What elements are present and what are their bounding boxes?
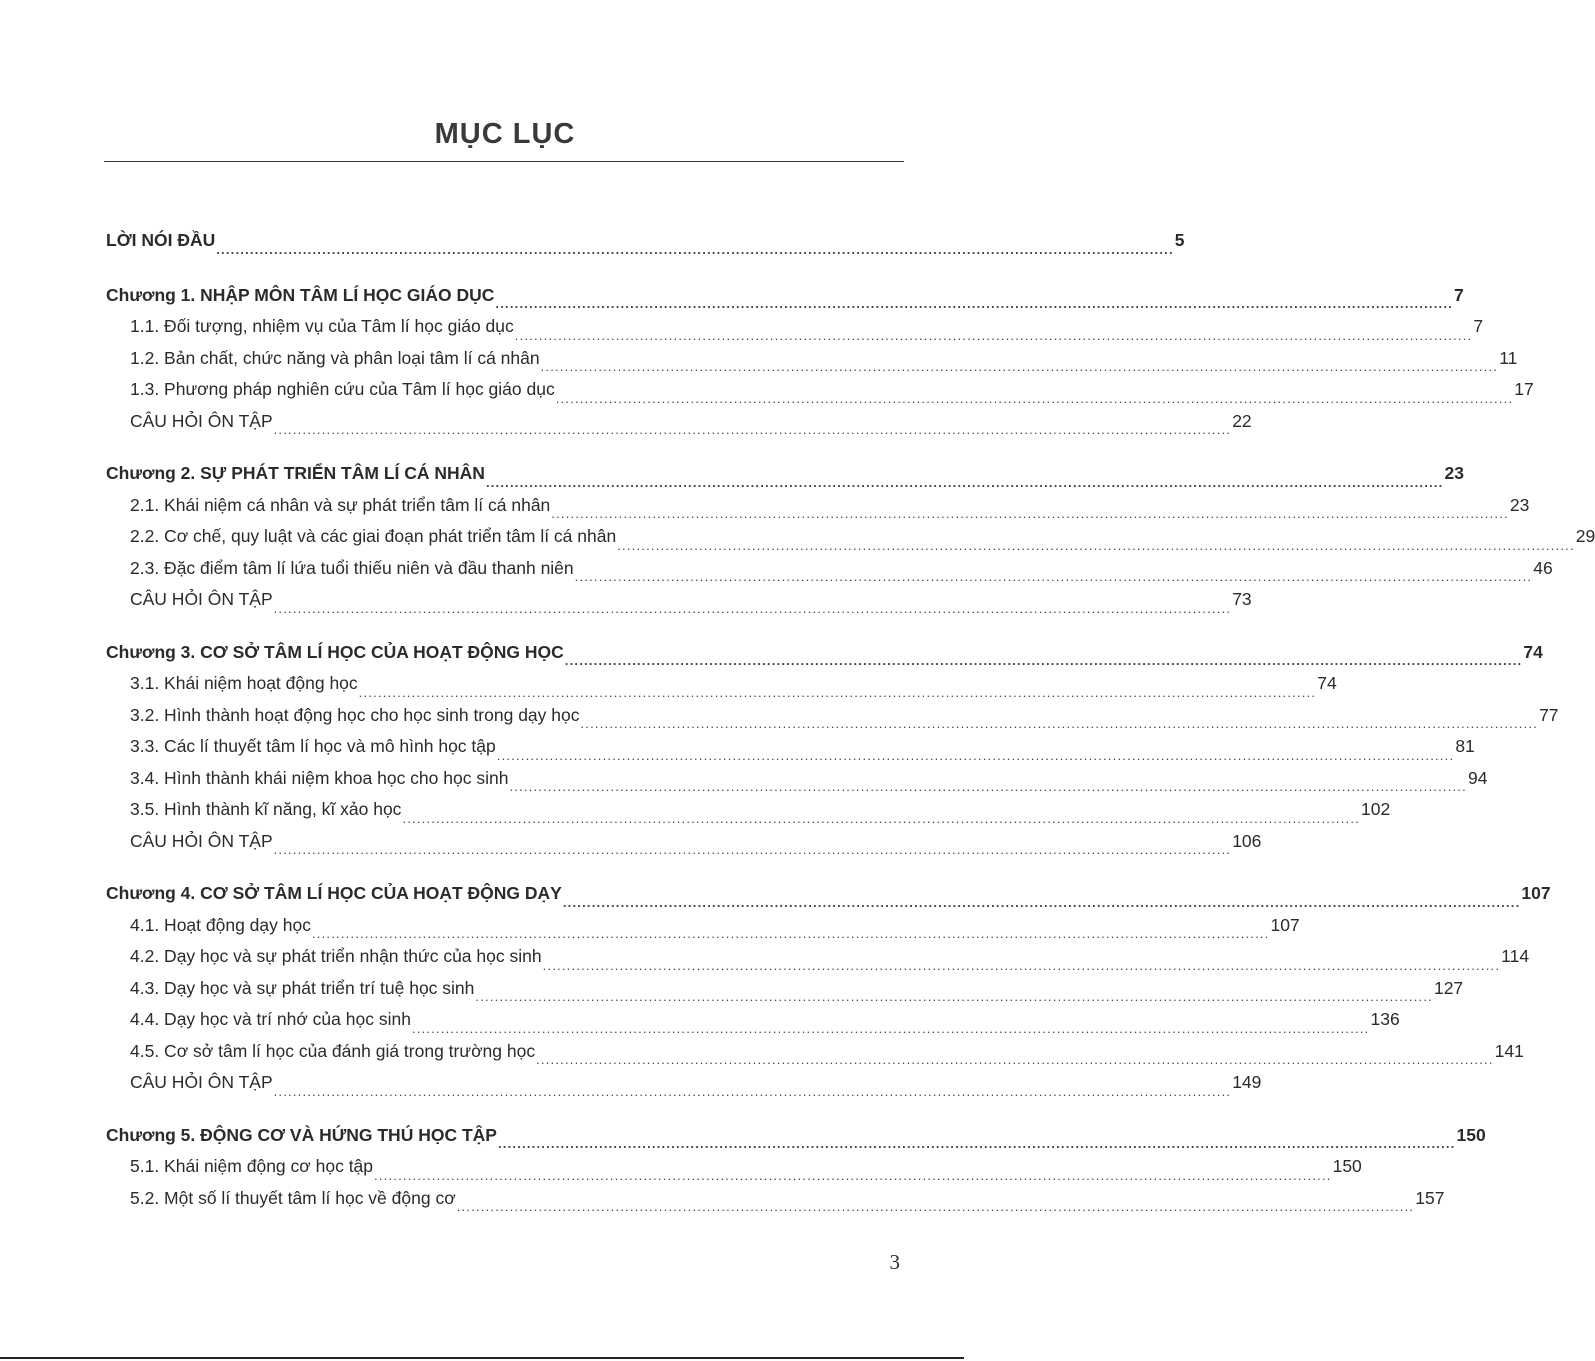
toc-section-item[interactable]	[106, 557, 1553, 590]
chapter-list	[106, 262, 1595, 1220]
toc-page-number: 7	[1453, 284, 1464, 305]
toc-entry-label: CÂU HỎI ÔN TẬP	[130, 410, 273, 431]
dot-leader: .......................................................................................................................................................................................................	[216, 241, 1174, 257]
toc-page-number: 150	[1456, 1124, 1486, 1145]
toc-chapter-5[interactable]	[106, 1124, 1486, 1157]
toc-section-item[interactable]	[106, 736, 1475, 768]
dot-leader: .......................................................................................................................................................................................................	[551, 506, 1509, 521]
toc-entry-preface[interactable]	[106, 230, 1185, 262]
dot-leader: .......................................................................................................................................................................................................	[509, 779, 1467, 794]
toc-section-item[interactable]	[106, 977, 1464, 1010]
toc-section-item[interactable]	[106, 1009, 1400, 1041]
toc-entry-label: 1.2. Bản chất, chức năng và phân loại tâm lí cá nhân	[130, 347, 540, 368]
toc-entry-label: 4.5. Cơ sở tâm lí học của đánh giá trong trường học	[130, 1040, 536, 1061]
toc-entry-label: Chương 1. NHẬP MÔN TÂM LÍ HỌC GIÁO DỤC	[106, 284, 495, 305]
dot-leader: .......................................................................................................................................................................................................	[273, 842, 1232, 857]
dot-leader: .......................................................................................................................................................................................................	[374, 1167, 1332, 1183]
toc-page-number: 81	[1455, 736, 1475, 756]
toc-page-number: 141	[1494, 1040, 1524, 1061]
toc-section-item[interactable]	[106, 379, 1534, 411]
toc-page-number: 23	[1509, 494, 1530, 515]
title-divider	[104, 161, 904, 162]
dot-leader: .......................................................................................................................................................................................................	[564, 653, 1523, 668]
toc-entry-label: 5.2. Một số lí thuyết tâm lí học về động cơ	[130, 1187, 456, 1208]
table-of-contents	[106, 230, 1595, 1219]
toc-entry-label: 5.1. Khái niệm động cơ học tập	[130, 1156, 374, 1176]
toc-page-number: 46	[1533, 557, 1553, 578]
toc-page-number: 107	[1521, 883, 1551, 903]
dot-leader: .......................................................................................................................................................................................................	[273, 600, 1232, 616]
toc-page-number: 22	[1232, 410, 1252, 431]
toc-section-item[interactable]	[106, 494, 1530, 527]
toc-section-item[interactable]	[106, 1040, 1524, 1073]
dot-leader: .......................................................................................................................................................................................................	[358, 684, 1317, 700]
section-spacer	[106, 621, 902, 642]
toc-page-number: 149	[1232, 1072, 1262, 1092]
toc-entry-label: 4.3. Dạy học và sự phát triển trí tuệ học sinh	[130, 977, 475, 998]
toc-section-item[interactable]	[106, 704, 1559, 737]
toc-page-number: 107	[1270, 914, 1300, 935]
toc-entry-label: 2.1. Khái niệm cá nhân và sự phát triển tâm lí cá nhân	[130, 494, 551, 515]
toc-page-number: 102	[1361, 799, 1391, 819]
toc-section-item[interactable]	[106, 1072, 1262, 1104]
page-number: 3	[889, 1250, 900, 1274]
dot-leader: .......................................................................................................................................................................................................	[536, 1052, 1494, 1067]
toc-entry-label: 4.2. Dạy học và sự phát triển nhận thức của học sinh	[130, 946, 542, 966]
toc-page-number: 106	[1232, 830, 1262, 851]
toc-section-item[interactable]	[106, 830, 1262, 863]
dot-leader: .......................................................................................................................................................................................................	[555, 390, 1514, 406]
toc-entry-label: Chương 2. SỰ PHÁT TRIỂN TÂM LÍ CÁ NHÂN	[106, 463, 485, 483]
toc-chapter-4[interactable]	[106, 883, 1551, 915]
toc-page-number: 5	[1174, 230, 1185, 250]
toc-page-number: 150	[1332, 1156, 1362, 1176]
toc-entry-label: Chương 5. ĐỘNG CƠ VÀ HỨNG THÚ HỌC TẬP	[106, 1124, 497, 1145]
toc-section-item[interactable]	[106, 673, 1337, 705]
section-spacer	[106, 262, 902, 285]
toc-entry-label: 4.4. Dạy học và trí nhớ của học sinh	[130, 1009, 411, 1029]
dot-leader: .......................................................................................................................................................................................................	[496, 747, 1455, 763]
toc-entry-label: CÂU HỎI ÔN TẬP	[130, 830, 273, 851]
section-spacer	[106, 1104, 902, 1125]
toc-page-number: 114	[1501, 946, 1530, 966]
dot-leader: .......................................................................................................................................................................................................	[540, 359, 1499, 374]
dot-leader: .......................................................................................................................................................................................................	[273, 422, 1232, 437]
toc-section-item[interactable]	[106, 1187, 1445, 1220]
toc-entry-label: 3.2. Hình thành hoạt động học cho học sinh trong dạy học	[130, 704, 580, 725]
toc-page-number: 29	[1575, 526, 1595, 546]
toc-entry-label: Chương 4. CƠ SỞ TÂM LÍ HỌC CỦA HOẠT ĐỘNG DẠY	[106, 883, 562, 903]
toc-entry-label: 3.5. Hình thành kĩ năng, kĩ xảo học	[130, 799, 402, 819]
toc-page-number: 136	[1370, 1009, 1400, 1029]
toc-section-item[interactable]	[106, 767, 1488, 800]
dot-leader: .......................................................................................................................................................................................................	[411, 1020, 1370, 1036]
toc-page-number: 7	[1473, 316, 1484, 336]
toc-page-number: 94	[1468, 767, 1488, 788]
toc-entry-label: LỜI NÓI ĐẦU	[106, 230, 216, 250]
dot-leader: .......................................................................................................................................................................................................	[402, 810, 1360, 826]
toc-page-number: 127	[1433, 977, 1464, 998]
dot-leader: .......................................................................................................................................................................................................	[273, 1083, 1232, 1099]
toc-page-number: 74	[1317, 673, 1337, 693]
toc-entry-label: Chương 3. CƠ SỞ TÂM LÍ HỌC CỦA HOẠT ĐỘNG HỌC	[106, 641, 564, 662]
toc-entry-label: 2.3. Đặc điểm tâm lí lứa tuổi thiếu niên và đầu thanh niên	[130, 557, 574, 578]
section-spacer	[106, 442, 902, 463]
dot-leader: .......................................................................................................................................................................................................	[475, 989, 1433, 1004]
toc-section-item[interactable]	[106, 946, 1530, 978]
toc-section-item[interactable]	[106, 526, 1595, 558]
toc-section-item[interactable]	[106, 799, 1391, 831]
toc-page-number: 73	[1232, 589, 1252, 609]
toc-entry-label: 1.1. Đối tượng, nhiệm vụ của Tâm lí học giáo dục	[130, 316, 514, 336]
dot-leader: .......................................................................................................................................................................................................	[580, 716, 1539, 731]
dot-leader: .......................................................................................................................................................................................................	[574, 569, 1533, 584]
dot-leader: .......................................................................................................................................................................................................	[311, 926, 1270, 941]
toc-entry-label: 3.4. Hình thành khái niệm khoa học cho học sinh	[130, 767, 509, 788]
toc-page-number: 11	[1499, 347, 1518, 368]
toc-page-number: 77	[1539, 704, 1559, 725]
toc-page-number: 74	[1523, 641, 1543, 662]
dot-leader: .......................................................................................................................................................................................................	[514, 327, 1473, 343]
dot-leader: .......................................................................................................................................................................................................	[495, 296, 1453, 311]
toc-entry-label: 3.3. Các lí thuyết tâm lí học và mô hình học tập	[130, 736, 496, 756]
dot-leader: .......................................................................................................................................................................................................	[542, 957, 1501, 973]
page-title: MỤC LỤC	[434, 118, 576, 150]
toc-section-item[interactable]	[106, 589, 1252, 621]
toc-entry-label: 4.1. Hoạt động dạy học	[130, 914, 311, 935]
toc-entry-label: 1.3. Phương pháp nghiên cứu của Tâm lí học giáo dục	[130, 379, 555, 399]
toc-section-item[interactable]	[106, 1156, 1362, 1188]
toc-entry-label: 3.1. Khái niệm hoạt động học	[130, 673, 358, 693]
toc-entry-label: 2.2. Cơ chế, quy luật và các giai đoạn phát triển tâm lí cá nhân	[130, 526, 617, 546]
toc-page-number: 157	[1415, 1187, 1445, 1208]
section-spacer	[106, 862, 902, 883]
toc-chapter-1[interactable]	[106, 284, 1464, 317]
toc-section-item[interactable]	[106, 316, 1484, 348]
toc-section-item[interactable]	[106, 410, 1252, 443]
bottom-edge	[0, 1357, 964, 1359]
toc-section-item[interactable]	[106, 914, 1300, 947]
dot-leader: .......................................................................................................................................................................................................	[456, 1199, 1415, 1214]
toc-page-number: 17	[1514, 379, 1534, 399]
toc-entry-label: CÂU HỎI ÔN TẬP	[130, 589, 273, 609]
toc-entry-label: CÂU HỎI ÔN TẬP	[130, 1072, 273, 1092]
dot-leader: .......................................................................................................................................................................................................	[562, 894, 1521, 910]
dot-leader: .......................................................................................................................................................................................................	[485, 474, 1444, 490]
toc-page-number: 23	[1444, 463, 1464, 483]
dot-leader: .......................................................................................................................................................................................................	[617, 537, 1575, 553]
dot-leader: .......................................................................................................................................................................................................	[497, 1136, 1456, 1151]
toc-chapter-2[interactable]	[106, 463, 1464, 495]
toc-section-item[interactable]	[106, 347, 1518, 380]
toc-chapter-3[interactable]	[106, 641, 1543, 674]
